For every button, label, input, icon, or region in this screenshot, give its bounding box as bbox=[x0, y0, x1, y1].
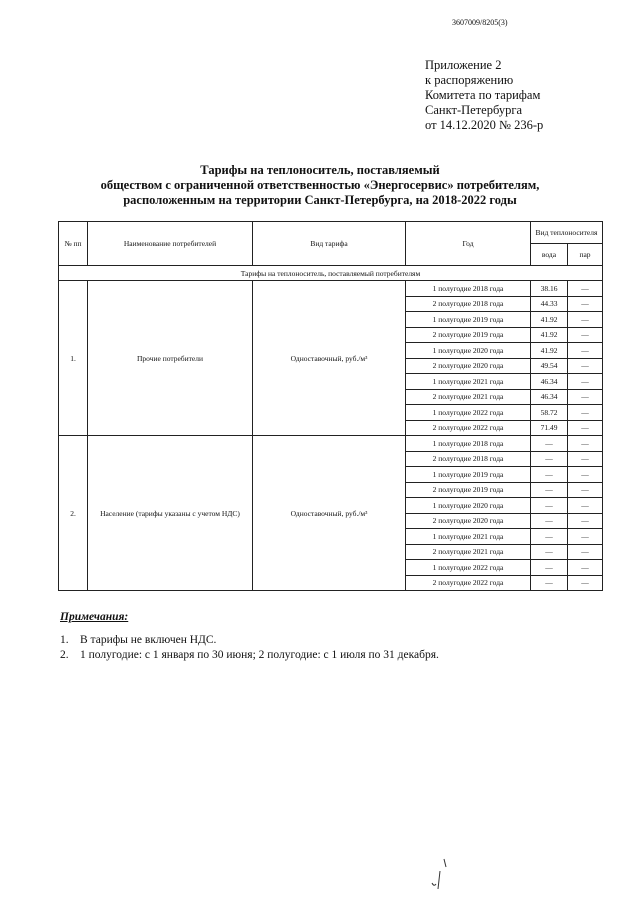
water-value: — bbox=[531, 544, 568, 560]
steam-value: — bbox=[568, 467, 603, 483]
steam-value: — bbox=[568, 498, 603, 514]
period-cell: 1 полугодие 2020 года bbox=[406, 498, 531, 514]
water-value: 46.34 bbox=[531, 374, 568, 390]
period-cell: 1 полугодие 2018 года bbox=[406, 281, 531, 297]
water-value: 41.92 bbox=[531, 343, 568, 359]
period-cell: 2 полугодие 2018 года bbox=[406, 451, 531, 467]
appendix-block bbox=[425, 58, 543, 133]
period-cell: 1 полугодие 2018 года bbox=[406, 436, 531, 452]
water-value: — bbox=[531, 482, 568, 498]
water-value: — bbox=[531, 451, 568, 467]
water-value: — bbox=[531, 513, 568, 529]
header-consumers: Наименование потребителей bbox=[88, 222, 253, 266]
steam-value: — bbox=[568, 451, 603, 467]
steam-value: — bbox=[568, 312, 603, 328]
row-number: 2. bbox=[59, 436, 88, 591]
period-cell: 2 полугодие 2018 года bbox=[406, 296, 531, 312]
note-text: 1 полугодие: с 1 января по 30 июня; 2 полугодие: с 1 июля по 31 декабря. bbox=[80, 649, 439, 661]
appendix-line: Санкт-Петербурга bbox=[425, 103, 523, 117]
note-number: 1. bbox=[60, 634, 69, 646]
period-cell: 1 полугодие 2020 года bbox=[406, 343, 531, 359]
water-value: — bbox=[531, 575, 568, 591]
notes-list bbox=[60, 633, 439, 663]
section-title: Тарифы на теплоноситель, поставляемый потребителям bbox=[59, 266, 603, 281]
note-item bbox=[60, 633, 439, 648]
steam-value: — bbox=[568, 436, 603, 452]
steam-value: — bbox=[568, 374, 603, 390]
tariff-table bbox=[58, 221, 603, 591]
notes-title: Примечания: bbox=[60, 611, 129, 623]
consumer-name: Прочие потребители bbox=[88, 281, 253, 436]
appendix-line: к распоряжению bbox=[425, 73, 514, 87]
title-line: расположенным на территории Санкт-Петербурга, на 2018-2022 годы bbox=[123, 193, 517, 207]
water-value: 41.92 bbox=[531, 327, 568, 343]
period-cell: 1 полугодие 2022 года bbox=[406, 560, 531, 576]
water-value: — bbox=[531, 467, 568, 483]
header-carrier: Вид теплоносителя bbox=[531, 222, 603, 244]
steam-value: — bbox=[568, 482, 603, 498]
document-title bbox=[0, 163, 640, 208]
appendix-line: Приложение 2 bbox=[425, 58, 502, 72]
steam-value: — bbox=[568, 389, 603, 405]
steam-value: — bbox=[568, 327, 603, 343]
table-row bbox=[59, 436, 603, 452]
header-water: вода bbox=[531, 244, 568, 266]
steam-value: — bbox=[568, 544, 603, 560]
steam-value: — bbox=[568, 296, 603, 312]
handwritten-mark bbox=[428, 855, 458, 895]
period-cell: 1 полугодие 2021 года bbox=[406, 529, 531, 545]
note-text: В тарифы не включен НДС. bbox=[80, 634, 217, 646]
period-cell: 2 полугодие 2020 года bbox=[406, 358, 531, 374]
water-value: — bbox=[531, 498, 568, 514]
water-value: 44.33 bbox=[531, 296, 568, 312]
water-value: 58.72 bbox=[531, 405, 568, 421]
period-cell: 2 полугодие 2021 года bbox=[406, 389, 531, 405]
header-year: Год bbox=[406, 222, 531, 266]
period-cell: 1 полугодие 2021 года bbox=[406, 374, 531, 390]
document-id: 3607009/8205(3) bbox=[452, 18, 508, 27]
period-cell: 1 полугодие 2022 года bbox=[406, 405, 531, 421]
title-line: обществом с ограниченной ответственностью «Энергосервис» потребителям, bbox=[100, 178, 540, 192]
consumer-name: Население (тарифы указаны с учетом НДС) bbox=[88, 436, 253, 591]
steam-value: — bbox=[568, 405, 603, 421]
water-value: — bbox=[531, 436, 568, 452]
water-value: — bbox=[531, 529, 568, 545]
tariff-type: Одноставочный, руб./м³ bbox=[253, 436, 406, 591]
table-row bbox=[59, 281, 603, 297]
period-cell: 2 полугодие 2022 года bbox=[406, 420, 531, 436]
header-steam: пар bbox=[568, 244, 603, 266]
period-cell: 2 полугодие 2020 года bbox=[406, 513, 531, 529]
steam-value: — bbox=[568, 560, 603, 576]
note-number: 2. bbox=[60, 649, 69, 661]
header-tariff-type: Вид тарифа bbox=[253, 222, 406, 266]
header-num: № пп bbox=[59, 222, 88, 266]
steam-value: — bbox=[568, 420, 603, 436]
steam-value: — bbox=[568, 575, 603, 591]
steam-value: — bbox=[568, 281, 603, 297]
steam-value: — bbox=[568, 513, 603, 529]
period-cell: 2 полугодие 2019 года bbox=[406, 327, 531, 343]
water-value: 41.92 bbox=[531, 312, 568, 328]
water-value: 38.16 bbox=[531, 281, 568, 297]
water-value: — bbox=[531, 560, 568, 576]
period-cell: 2 полугодие 2021 года bbox=[406, 544, 531, 560]
period-cell: 1 полугодие 2019 года bbox=[406, 312, 531, 328]
water-value: 71.49 bbox=[531, 420, 568, 436]
period-cell: 2 полугодие 2022 года bbox=[406, 575, 531, 591]
title-line: Тарифы на теплоноситель, поставляемый bbox=[200, 163, 440, 177]
water-value: 46.34 bbox=[531, 389, 568, 405]
steam-value: — bbox=[568, 529, 603, 545]
steam-value: — bbox=[568, 358, 603, 374]
note-item bbox=[60, 648, 439, 663]
appendix-line: Комитета по тарифам bbox=[425, 88, 541, 102]
steam-value: — bbox=[568, 343, 603, 359]
water-value: 49.54 bbox=[531, 358, 568, 374]
tariff-type: Одноставочный, руб./м³ bbox=[253, 281, 406, 436]
appendix-line: от 14.12.2020 № 236-р bbox=[425, 118, 544, 132]
row-number: 1. bbox=[59, 281, 88, 436]
period-cell: 1 полугодие 2019 года bbox=[406, 467, 531, 483]
period-cell: 2 полугодие 2019 года bbox=[406, 482, 531, 498]
